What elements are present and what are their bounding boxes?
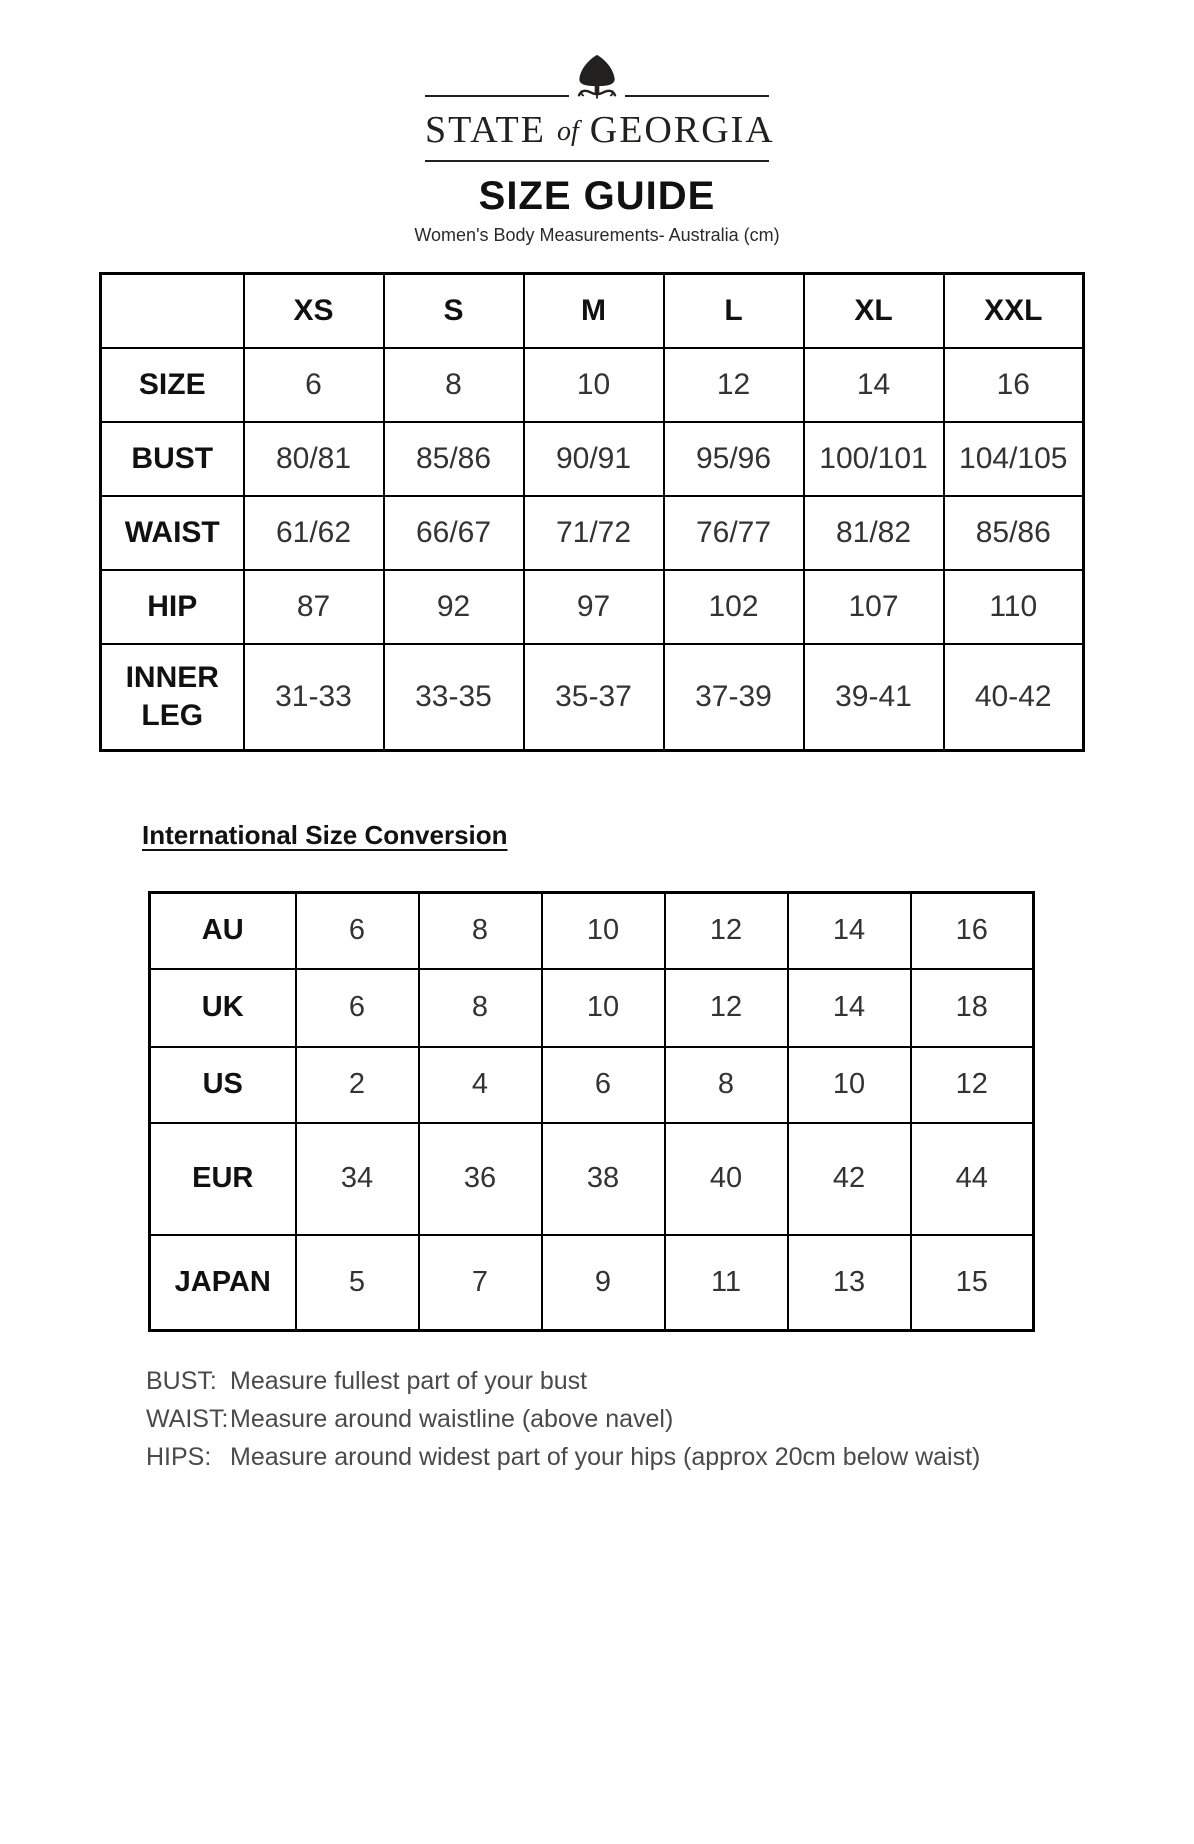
note-bust [146,1362,1194,1400]
note-hips [146,1438,1194,1476]
cell: 12 [664,348,804,422]
table-row-us [150,1047,1034,1123]
cell: 16 [944,348,1084,422]
row-label: WAIST [101,496,244,570]
note-waist [146,1400,1194,1438]
logo-left-rule [425,95,569,97]
cell: 16 [911,893,1034,969]
logo-bottom-rule [425,160,769,162]
cell: 61/62 [244,496,384,570]
conversion-table [148,891,1035,1332]
row-label: AU [150,893,296,969]
note-text: Measure fullest part of your bust [230,1367,588,1395]
table-row-au [150,893,1034,969]
brand-logo [425,52,775,162]
size-column-header-xs: XS [244,274,384,348]
table-row-hip [101,570,1084,644]
table-row-eur [150,1123,1034,1235]
logo-right-rule [625,95,769,97]
cell: 10 [788,1047,911,1123]
table-row-japan [150,1235,1034,1331]
measurement-notes [146,1362,1194,1476]
note-label: WAIST: [146,1405,229,1433]
cell: 33-35 [384,644,524,751]
cell: 10 [542,893,665,969]
size-column-header-l: L [664,274,804,348]
cell: 14 [788,893,911,969]
cell: 6 [296,893,419,969]
note-text: Measure around widest part of your hips (approx 20cm below waist) [230,1443,981,1471]
row-label: BUST [101,422,244,496]
brand-word-georgia: GEORGIA [589,109,775,151]
brand-word-state: STATE [425,109,546,151]
note-text: Measure around waistline (above navel) [230,1405,674,1433]
tree-icon [573,52,621,102]
size-column-header-xxl: XXL [944,274,1084,348]
table-row-inner-leg [101,644,1084,751]
cell: 35-37 [524,644,664,751]
cell: 4 [419,1047,542,1123]
brand-word-of: of [549,116,586,147]
cell: 15 [911,1235,1034,1331]
cell: 11 [665,1235,788,1331]
cell: 40-42 [944,644,1084,751]
cell: 100/101 [804,422,944,496]
cell: 6 [244,348,384,422]
cell: 6 [542,1047,665,1123]
conversion-section-heading: International Size Conversion [142,820,508,850]
cell: 107 [804,570,944,644]
cell: 14 [788,969,911,1047]
row-label: EUR [150,1123,296,1235]
cell: 12 [911,1047,1034,1123]
cell: 12 [665,969,788,1047]
cell: 7 [419,1235,542,1331]
cell: 85/86 [944,496,1084,570]
cell: 44 [911,1123,1034,1235]
measurements-header-row [101,274,1084,348]
cell: 13 [788,1235,911,1331]
size-column-header-s: S [384,274,524,348]
cell: 8 [419,893,542,969]
cell: 80/81 [244,422,384,496]
cell: 18 [911,969,1034,1047]
cell: 85/86 [384,422,524,496]
size-column-header-xl: XL [804,274,944,348]
cell: 66/67 [384,496,524,570]
cell: 14 [804,348,944,422]
cell: 5 [296,1235,419,1331]
row-label: INNER LEG [101,644,244,751]
cell: 90/91 [524,422,664,496]
cell: 37-39 [664,644,804,751]
size-column-header-m: M [524,274,664,348]
brand-name [425,108,775,152]
corner-cell [101,274,244,348]
logo-top-row [425,52,769,102]
cell: 42 [788,1123,911,1235]
row-label: JAPAN [150,1235,296,1331]
note-label: HIPS: [146,1443,212,1471]
cell: 10 [542,969,665,1047]
cell: 39-41 [804,644,944,751]
page-subtitle: Women's Body Measurements- Australia (cm) [414,225,780,245]
table-row-size [101,348,1084,422]
table-row-bust [101,422,1084,496]
table-row-waist [101,496,1084,570]
cell: 76/77 [664,496,804,570]
cell: 92 [384,570,524,644]
cell: 10 [524,348,664,422]
cell: 71/72 [524,496,664,570]
cell: 110 [944,570,1084,644]
cell: 87 [244,570,384,644]
cell: 81/82 [804,496,944,570]
cell: 36 [419,1123,542,1235]
cell: 9 [542,1235,665,1331]
cell: 2 [296,1047,419,1123]
cell: 34 [296,1123,419,1235]
row-label: UK [150,969,296,1047]
cell: 8 [384,348,524,422]
row-label: SIZE [101,348,244,422]
row-label: HIP [101,570,244,644]
note-label: BUST: [146,1367,217,1395]
cell: 102 [664,570,804,644]
table-row-uk [150,969,1034,1047]
cell: 104/105 [944,422,1084,496]
cell: 31-33 [244,644,384,751]
page-title: SIZE GUIDE [478,174,716,218]
row-label: US [150,1047,296,1123]
cell: 95/96 [664,422,804,496]
cell: 8 [419,969,542,1047]
cell: 8 [665,1047,788,1123]
measurements-table [99,272,1085,752]
cell: 38 [542,1123,665,1235]
cell: 40 [665,1123,788,1235]
cell: 97 [524,570,664,644]
cell: 6 [296,969,419,1047]
cell: 12 [665,893,788,969]
